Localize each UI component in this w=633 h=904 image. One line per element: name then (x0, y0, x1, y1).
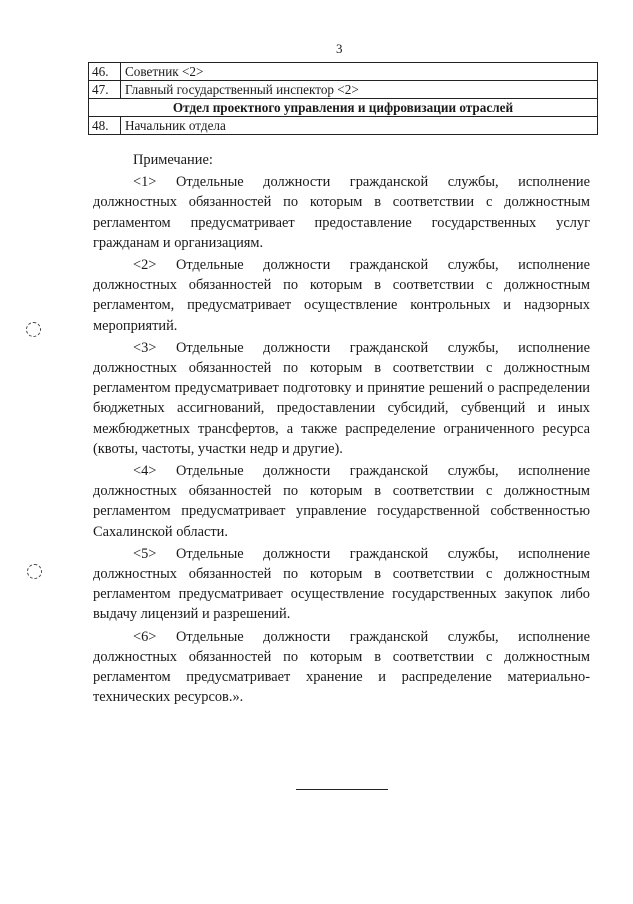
punch-hole-icon (27, 564, 42, 579)
page-number: 3 (336, 41, 343, 56)
positions-table (88, 62, 598, 135)
note-paragraph: <4> Отдельные должности гражданской службы, исполнение должностных обязанностей по которым в соответствии с должностным регламентом предусматривает управление государственной собственностью Сахалинской области. (93, 463, 590, 540)
note-paragraph: <1> Отдельные должности гражданской службы, исполнение должностных обязанностей по которым в соответствии с должностным регламентом предусматривает предоставление государственных услуг гражданам и организациям. (93, 174, 590, 251)
footer-divider (296, 789, 388, 790)
note-paragraph: <5> Отдельные должности гражданской службы, исполнение должностных обязанностей по которым в соответствии с должностным регламентом предусматривает осуществление государственных закупок либо выдачу лицензий и разрешений. (93, 545, 590, 623)
table-row (89, 63, 598, 81)
note-paragraph: <6> Отдельные должности гражданской службы, исполнение должностных обязанностей по которым в соответствии с должностным регламентом предусматривает хранение и распределение материально-технических ресурсов.». (93, 628, 590, 706)
row-number: 47. (89, 81, 121, 99)
position-title: Советник <2> (121, 63, 598, 81)
position-title: Начальник отдела (121, 117, 598, 135)
note-paragraph: <3> Отдельные должности гражданской службы, исполнение должностных обязанностей по которым в соответствии с должностным регламентом предусматривает подготовку и принятие решений о распределении бюджетных ассигнований, предоставлении субсидий, субвенций и иных межбюджетных трансфертов, а также распределение ограниченного ресурса (квоты, частоты, участки недр и другие). (93, 339, 590, 457)
punch-hole-icon (26, 322, 41, 337)
row-number: 48. (89, 117, 121, 135)
section-heading: Отдел проектного управления и цифровизации отраслей (89, 99, 598, 117)
note-paragraph: <2> Отдельные должности гражданской службы, исполнение должностных обязанностей по которым в соответствии с должностным регламентом, предусматривает осуществление контрольных и надзорных мероприятий. (93, 257, 590, 334)
table-section-row (89, 99, 598, 117)
table-row (89, 81, 598, 99)
row-number: 46. (89, 63, 121, 81)
notes-section (93, 150, 590, 709)
notes-title: Примечание: (133, 152, 213, 168)
table-row (89, 117, 598, 135)
position-title: Главный государственный инспектор <2> (121, 81, 598, 99)
